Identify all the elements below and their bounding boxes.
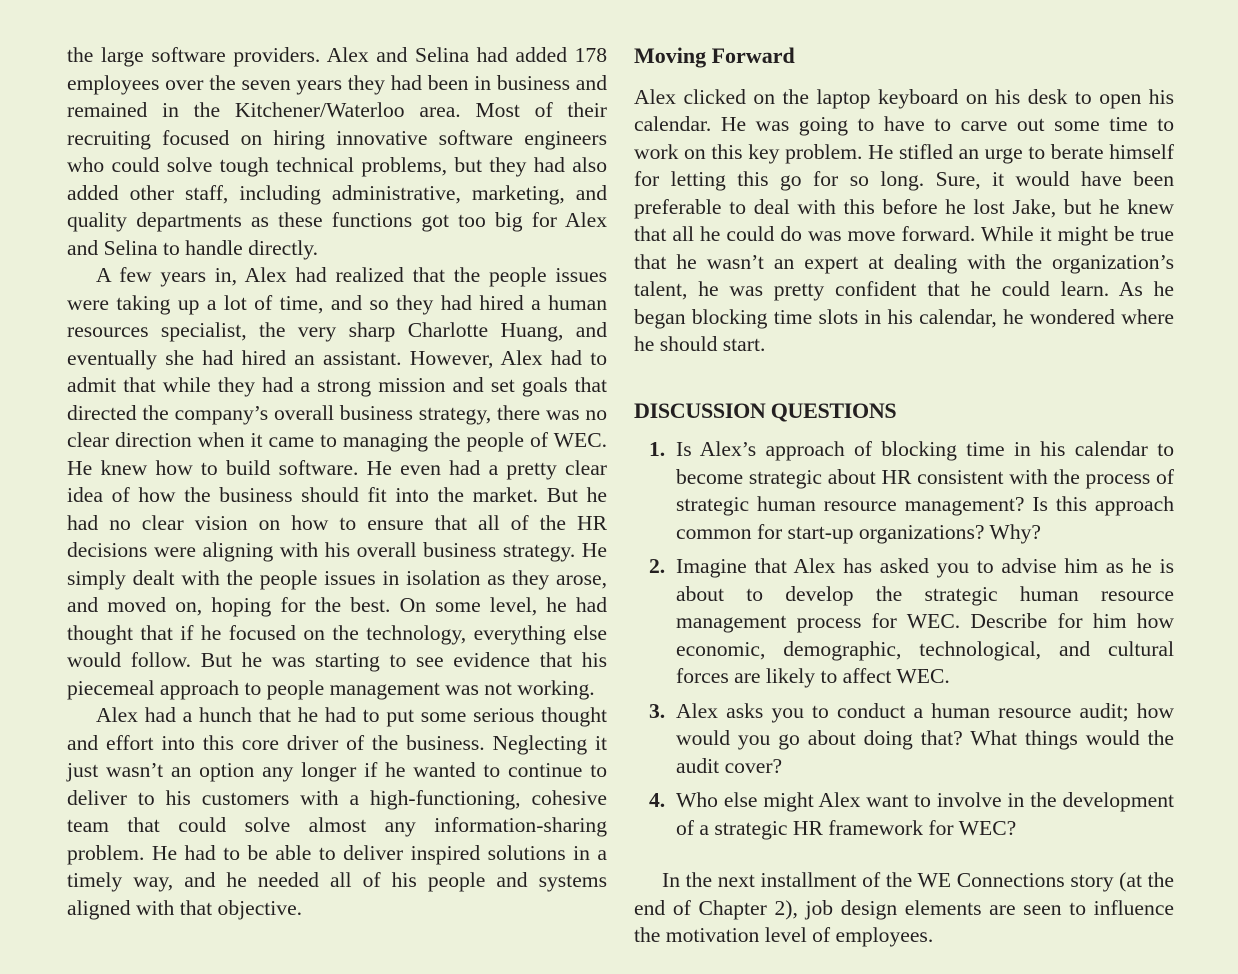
question-item	[634, 787, 1174, 842]
left-column	[67, 42, 607, 922]
question-item	[634, 698, 1174, 781]
story-paragraph-1: the large software providers. Alex and Selina had added 178 employees over the seven years they had been in business and remained in the Kitchener/Waterloo area. Most of their recruiting focused on hiring innovative software engineers who could solve tough technical problems, but they had also added other staff, including administrative, marketing, and quality departments as these functions got too big for Alex and Selina to handle directly.	[67, 43, 607, 260]
closing-paragraph: In the next installment of the WE Connections story (at the end of Chapter 2), job design elements are seen to influence the motivation level of employees.	[634, 868, 1174, 947]
question-item	[634, 553, 1174, 691]
question-text: Alex asks you to conduct a human resource audit; how would you go about doing that? What things would the audit cover?	[676, 698, 1174, 778]
moving-forward-heading: Moving Forward	[634, 43, 795, 68]
right-column	[634, 42, 1174, 950]
discussion-questions-heading: DISCUSSION QUESTIONS	[634, 397, 897, 423]
moving-forward-paragraph: Alex clicked on the laptop keyboard on his desk to open his calendar. He was going to have to carve out some time to work on this key problem. He stifled an urge to berate himself for letting this go for so long. Sure, it would have been preferable to deal with this before he lost Jake, but he knew that all he could do was move forward. While it might be true that he wasn’t an expert at dealing with the organization’s talent, he was pretty confident that he could learn. As he began blocking time slots in his calendar, he wondered where he should start.	[634, 84, 1174, 356]
question-number: 2.	[649, 554, 666, 578]
question-item	[634, 436, 1174, 546]
question-number: 3.	[649, 698, 666, 723]
question-text: Imagine that Alex has asked you to advise him as he is about to develop the strategic human resource management process for WEC. Describe for him how economic, demographic, technological, and cultural forces are likely to affect WEC.	[676, 554, 1174, 688]
question-number: 1.	[649, 437, 666, 461]
story-paragraph-2: A few years in, Alex had realized that the people issues were taking up a lot of time, and so they had hired a human resources specialist, the very sharp Charlotte Huang, and eventually she had hired an assistant. However, Alex had to admit that while they had a strong mission and set goals that directed the company’s overall business strategy, there was no clear direction when it came to managing the people of WEC. He knew how to build software. He even had a pretty clear idea of how the business should fit into the market. But he had no clear vision on how to ensure that all of the HR decisions were aligning with his overall business strategy. He simply dealt with the people issues in isolation as they arose, and moved on, hoping for the best. On some level, he had thought that if he focused on the technology, everything else would follow. But he was starting to see evidence that his piecemeal approach to people management was not working.	[67, 263, 607, 700]
question-text: Is Alex’s approach of blocking time in his calendar to become strategic about HR consistent with the process of strategic human resource management? Is this approach common for start-up organizations? Why?	[676, 437, 1174, 544]
question-number: 4.	[649, 788, 666, 812]
question-text: Who else might Alex want to involve in the development of a strategic HR framework for WEC?	[676, 788, 1174, 840]
discussion-questions-list	[634, 436, 1174, 842]
story-paragraph-3: Alex had a hunch that he had to put some serious thought and effort into this core driver of the business. Neglecting it just wasn’t an option any longer if he wanted to continue to deliver to his customers with a high-functioning, cohesive team that could solve almost any information-sharing problem. He had to be able to deliver inspired solutions in a timely way, and he needed all of his people and systems aligned with that objective.	[67, 703, 607, 920]
